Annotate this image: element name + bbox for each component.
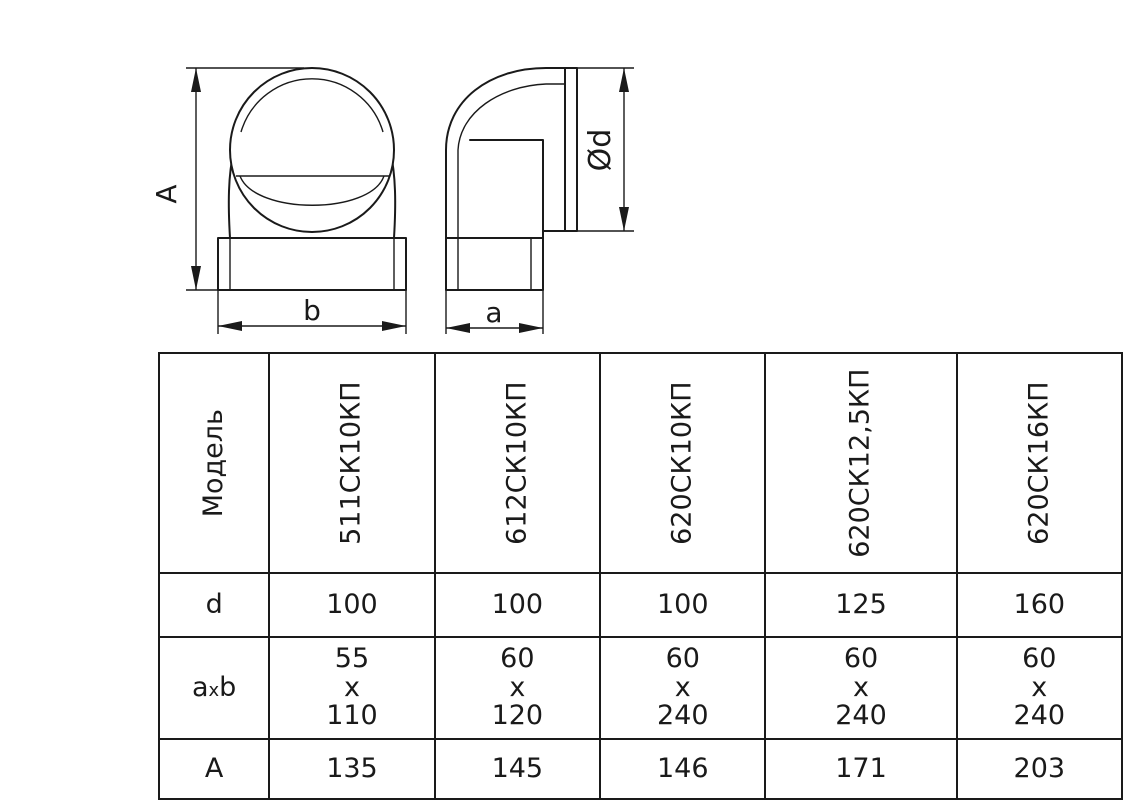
side-view	[446, 68, 577, 290]
value-x: x	[343, 671, 360, 703]
header-cell	[159, 353, 269, 573]
header-label: Модель	[197, 408, 229, 518]
model-name: 620СК12,5КП	[844, 368, 876, 558]
value-b: 240	[835, 700, 887, 732]
label-a: a	[191, 671, 209, 703]
model-name: 612СК10КП	[501, 381, 533, 545]
table-cell: 125	[765, 573, 956, 637]
table-cell: 100	[600, 573, 765, 637]
model-cell	[765, 353, 956, 573]
row-label-d: d	[159, 573, 269, 637]
table-cell: 145	[435, 739, 600, 799]
dimension-d	[577, 68, 634, 231]
front-view	[218, 68, 406, 290]
value-x: x	[1031, 671, 1048, 703]
dimension-a	[446, 290, 543, 334]
spec-table	[158, 352, 1123, 800]
table-cell	[435, 637, 600, 739]
dimension-b	[218, 290, 406, 334]
dim-A-label: A	[150, 184, 183, 204]
model-cell	[269, 353, 434, 573]
table-row-A	[159, 739, 1122, 799]
dim-d-label: Ød	[583, 128, 618, 172]
table-cell: 100	[269, 573, 434, 637]
model-name: 620СК16КП	[1023, 381, 1055, 545]
table-cell	[957, 637, 1122, 739]
value-b: 240	[656, 700, 709, 732]
table-cell: 171	[765, 739, 956, 799]
value-a: 60	[665, 643, 700, 675]
table-row-axb	[159, 637, 1122, 739]
table-cell	[600, 637, 765, 739]
dim-a-label: a	[485, 296, 503, 329]
table-cell: 160	[957, 573, 1122, 637]
value-a: 60	[500, 643, 535, 675]
value-x: x	[509, 671, 526, 703]
value-x: x	[853, 671, 869, 703]
table-cell: 100	[435, 573, 600, 637]
technical-drawing	[0, 0, 800, 350]
row-label-A: A	[159, 739, 269, 799]
value-a: 60	[1022, 643, 1057, 675]
dim-b-label: b	[303, 294, 321, 327]
table-cell: 203	[957, 739, 1122, 799]
front-circle	[230, 68, 394, 232]
label-x: x	[208, 679, 220, 701]
table-row-d	[159, 573, 1122, 637]
value-b: 110	[326, 700, 378, 732]
table-cell	[765, 637, 956, 739]
table-cell: 146	[600, 739, 765, 799]
value-a: 55	[334, 643, 370, 675]
table-row-model	[159, 353, 1122, 573]
value-x: x	[674, 671, 691, 703]
label-b: b	[219, 671, 237, 703]
value-a: 60	[843, 643, 879, 675]
side-flange	[565, 68, 577, 231]
row-label-axb	[159, 637, 269, 739]
model-cell	[957, 353, 1122, 573]
front-base-rect	[218, 238, 406, 290]
side-base-rect	[446, 238, 543, 290]
value-b: 120	[491, 700, 544, 732]
model-cell	[600, 353, 765, 573]
model-name: 620СК10КП	[666, 381, 698, 545]
model-cell	[435, 353, 600, 573]
model-name: 511СК10КП	[335, 381, 367, 545]
value-b: 240	[1013, 700, 1066, 732]
table-cell: 135	[269, 739, 434, 799]
table-cell	[269, 637, 434, 739]
